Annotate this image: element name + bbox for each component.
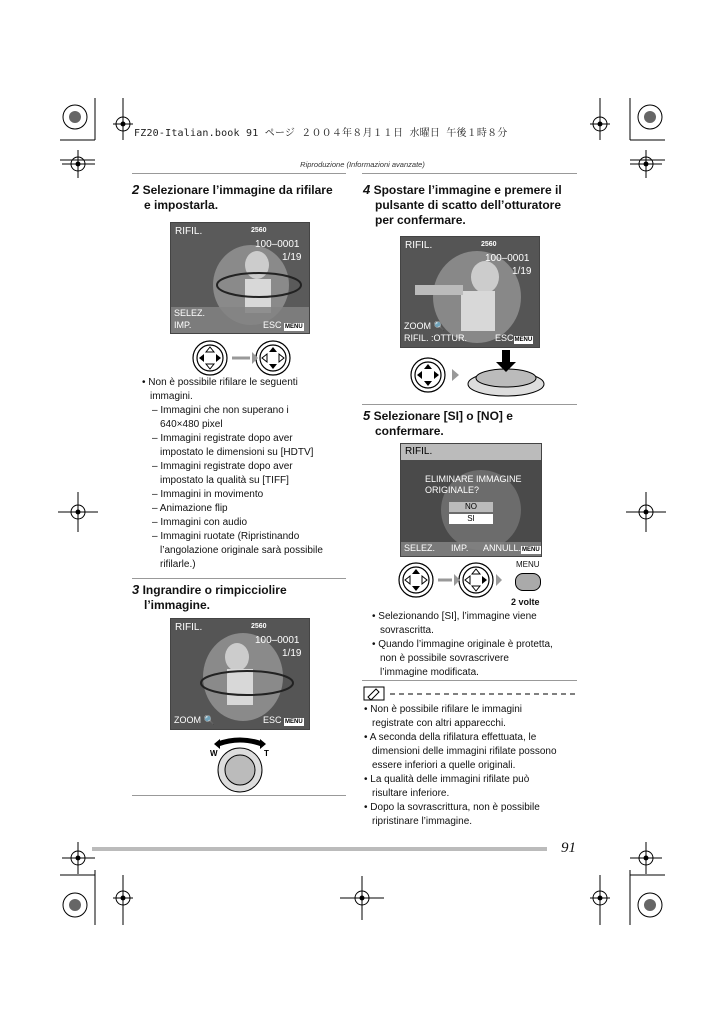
image-count: 1/19 — [282, 252, 302, 263]
footer-bar — [92, 847, 547, 851]
screen-label: RIFIL. — [175, 226, 203, 237]
trim-hint: RIFIL. :OTTUR. — [404, 333, 467, 343]
zoom-lever-diagram — [200, 732, 280, 794]
question-line-2: ORIGINALE? — [425, 485, 480, 495]
cancel-hint: ANNULL.MENU — [483, 543, 540, 553]
press-times: 2 volte — [511, 597, 540, 607]
esc-hint: ESCMENU — [495, 333, 533, 343]
right-top-rule — [362, 173, 577, 174]
left-bottom-rule — [132, 795, 346, 796]
left-mid-rule — [132, 578, 346, 579]
option-si[interactable]: SI — [449, 514, 493, 524]
screen-label: RIFIL. — [175, 622, 203, 633]
zoom-hint: ZOOM 🔍 — [174, 715, 215, 725]
step-5-heading: 5 Selezionare [SI] o [NO] e confermare. — [363, 408, 513, 438]
menu-button-icon — [515, 573, 541, 591]
image-count: 1/19 — [512, 266, 532, 277]
final-notes: • Non è possibile rifilare le immagini registrate con altri apparecchi. • A seconda della rifilatura effettuata, le dimensioni delle immagini rifilate possono essere inferiori a quelle originali. • La qualità delle immagini rifilate può risultare inferiore. • Dopo la sovrascrittura, non è possibile ripristinare l’immagine. — [364, 704, 557, 827]
screen-label: RIFIL. — [405, 446, 433, 457]
select-hint: SELEZ. — [174, 308, 206, 318]
note-line: • Non è possibile rifilare le seguenti — [142, 377, 298, 388]
question-line-1: ELIMINARE IMMAGINE — [425, 474, 522, 484]
esc-hint: ESC MENU — [263, 715, 303, 725]
step-4-heading: 4 Spostare l’immagine e premere il pulsante di scatto dell’otturatore per confermare. — [363, 182, 562, 227]
resolution: 2560 — [251, 227, 267, 234]
image-count: 1/19 — [282, 648, 302, 659]
file-number: 100–0001 — [255, 635, 300, 646]
photo-dim-bg — [401, 444, 541, 556]
lcd-screen-select — [170, 222, 310, 334]
right-note-rule — [362, 680, 577, 681]
set-hint: IMP. — [451, 543, 469, 553]
lcd-screen-confirm — [400, 443, 542, 557]
step5-notes: • Selezionando [SI], l’immagine viene sovrascritta. • Quando l’immagine originale è protetta, non è possibile sovrascrivere l’immagine modificata. — [372, 611, 553, 678]
page-number: 91 — [561, 840, 576, 856]
tele-label: T — [264, 749, 269, 758]
step2-notes: • Non è possibile rifilare le seguenti immagini. – Immagini che non superano i 640×480 pixel – Immagini registrate dopo aver impostato le dimensioni su [HDTV] – Immagini registrate dopo aver impostato la qualità su [TIFF] – Immagini in movimento – Animazione flip – Immagini con audio – Immagini ruotate (Ripristinando l’angolazione originale sarà possibile rifilarle.) — [140, 376, 350, 572]
esc-hint: ESC MENU — [263, 320, 303, 330]
zoom-hint: ZOOM 🔍 — [404, 321, 445, 331]
file-number: 100–0001 — [255, 239, 300, 250]
shutter-button-diagram — [406, 350, 556, 400]
screen-label: RIFIL. — [405, 240, 433, 251]
left-top-rule — [132, 173, 346, 174]
lcd-screen-move — [400, 236, 540, 348]
set-hint: IMP. — [174, 320, 192, 330]
resolution: 2560 — [481, 241, 497, 248]
section-title: Riproduzione (Informazioni avanzate) — [300, 160, 425, 169]
resolution: 2560 — [251, 623, 267, 630]
step-2-heading: 2 Selezionare l’immagine da rifilare e impostarla. — [132, 182, 333, 212]
right-mid-rule — [362, 404, 577, 405]
menu-button-label: MENU — [516, 560, 540, 569]
option-no[interactable]: NO — [449, 502, 493, 512]
lcd-screen-zoom — [170, 618, 310, 730]
cursor-up-down-diagram — [396, 560, 506, 602]
cursor-button-diagram — [190, 338, 300, 380]
note-icon — [362, 686, 580, 702]
book-header-line: FZ20-Italian.book 91 ページ ２００４年８月１１日 水曜日 午後１時８分 — [134, 128, 508, 139]
wide-label: W — [210, 749, 218, 758]
select-hint: SELEZ. — [404, 543, 436, 553]
file-number: 100–0001 — [485, 253, 530, 264]
step-3-heading: 3 Ingrandire o rimpicciolire l’immagine. — [132, 582, 287, 612]
